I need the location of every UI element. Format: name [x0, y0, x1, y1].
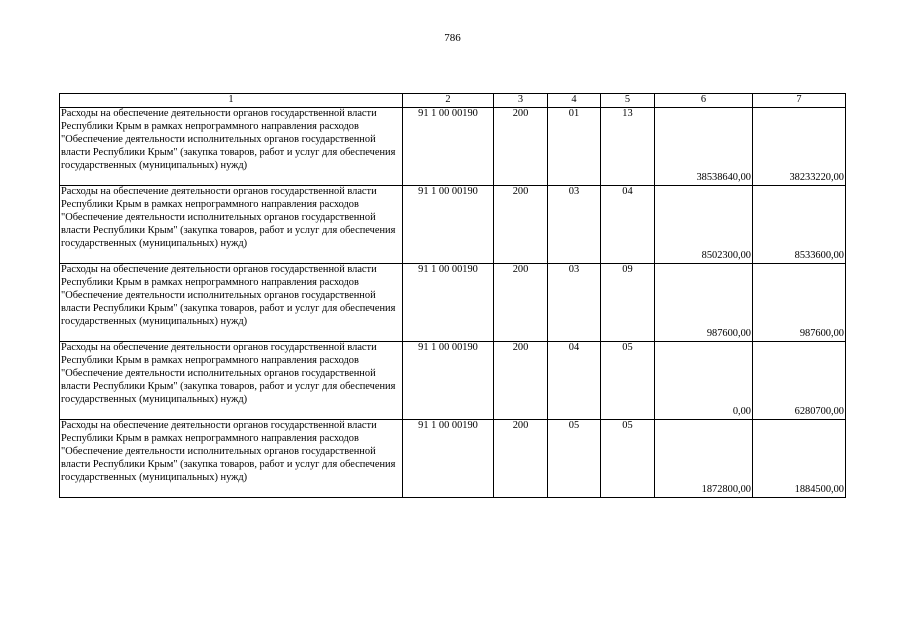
amount-year-1: 8502300,00 — [655, 185, 753, 263]
column-header: 4 — [548, 94, 601, 108]
amount-year-2: 987600,00 — [753, 263, 846, 341]
subsection-code: 05 — [601, 419, 655, 497]
subsection-code: 04 — [601, 185, 655, 263]
target-article-code: 91 1 00 00190 — [403, 263, 494, 341]
expense-description: Расходы на обеспечение деятельности органов государственной власти Республики Крым в рамках непрограммного направления расходов "Обеспечение деятельности исполнительных органов государственной власти Республики Крым" (закупка товаров, работ и услуг для обеспечения государственных (муниципальных) нужд) — [60, 341, 403, 419]
column-header: 7 — [753, 94, 846, 108]
subsection-code: 09 — [601, 263, 655, 341]
column-header: 6 — [655, 94, 753, 108]
amount-year-2: 8533600,00 — [753, 185, 846, 263]
section-code: 01 — [548, 107, 601, 185]
column-header: 5 — [601, 94, 655, 108]
expense-type-code: 200 — [494, 419, 548, 497]
section-code: 03 — [548, 185, 601, 263]
amount-year-1: 987600,00 — [655, 263, 753, 341]
table-header-row — [60, 94, 846, 108]
table-row — [60, 107, 846, 185]
expense-description: Расходы на обеспечение деятельности органов государственной власти Республики Крым в рамках непрограммного направления расходов "Обеспечение деятельности исполнительных органов государственной власти Республики Крым" (закупка товаров, работ и услуг для обеспечения государственных (муниципальных) нужд) — [60, 419, 403, 497]
amount-year-1: 38538640,00 — [655, 107, 753, 185]
section-code: 05 — [548, 419, 601, 497]
subsection-code: 13 — [601, 107, 655, 185]
expense-type-code: 200 — [494, 185, 548, 263]
subsection-code: 05 — [601, 341, 655, 419]
column-header: 1 — [60, 94, 403, 108]
table-row — [60, 185, 846, 263]
amount-year-2: 1884500,00 — [753, 419, 846, 497]
amount-year-1: 0,00 — [655, 341, 753, 419]
expense-description: Расходы на обеспечение деятельности органов государственной власти Республики Крым в рамках непрограммного направления расходов "Обеспечение деятельности исполнительных органов государственной власти Республики Крым" (закупка товаров, работ и услуг для обеспечения государственных (муниципальных) нужд) — [60, 107, 403, 185]
page-number: 786 — [444, 32, 461, 44]
amount-year-2: 6280700,00 — [753, 341, 846, 419]
expense-type-code: 200 — [494, 341, 548, 419]
budget-table — [59, 93, 846, 498]
target-article-code: 91 1 00 00190 — [403, 185, 494, 263]
column-header: 3 — [494, 94, 548, 108]
table-row — [60, 341, 846, 419]
column-header: 2 — [403, 94, 494, 108]
amount-year-1: 1872800,00 — [655, 419, 753, 497]
amount-year-2: 38233220,00 — [753, 107, 846, 185]
target-article-code: 91 1 00 00190 — [403, 107, 494, 185]
expense-description: Расходы на обеспечение деятельности органов государственной власти Республики Крым в рамках непрограммного направления расходов "Обеспечение деятельности исполнительных органов государственной власти Республики Крым" (закупка товаров, работ и услуг для обеспечения государственных (муниципальных) нужд) — [60, 263, 403, 341]
expense-description: Расходы на обеспечение деятельности органов государственной власти Республики Крым в рамках непрограммного направления расходов "Обеспечение деятельности исполнительных органов государственной власти Республики Крым" (закупка товаров, работ и услуг для обеспечения государственных (муниципальных) нужд) — [60, 185, 403, 263]
expense-type-code: 200 — [494, 263, 548, 341]
table-row — [60, 263, 846, 341]
target-article-code: 91 1 00 00190 — [403, 419, 494, 497]
target-article-code: 91 1 00 00190 — [403, 341, 494, 419]
expense-type-code: 200 — [494, 107, 548, 185]
section-code: 03 — [548, 263, 601, 341]
section-code: 04 — [548, 341, 601, 419]
table-row — [60, 419, 846, 497]
